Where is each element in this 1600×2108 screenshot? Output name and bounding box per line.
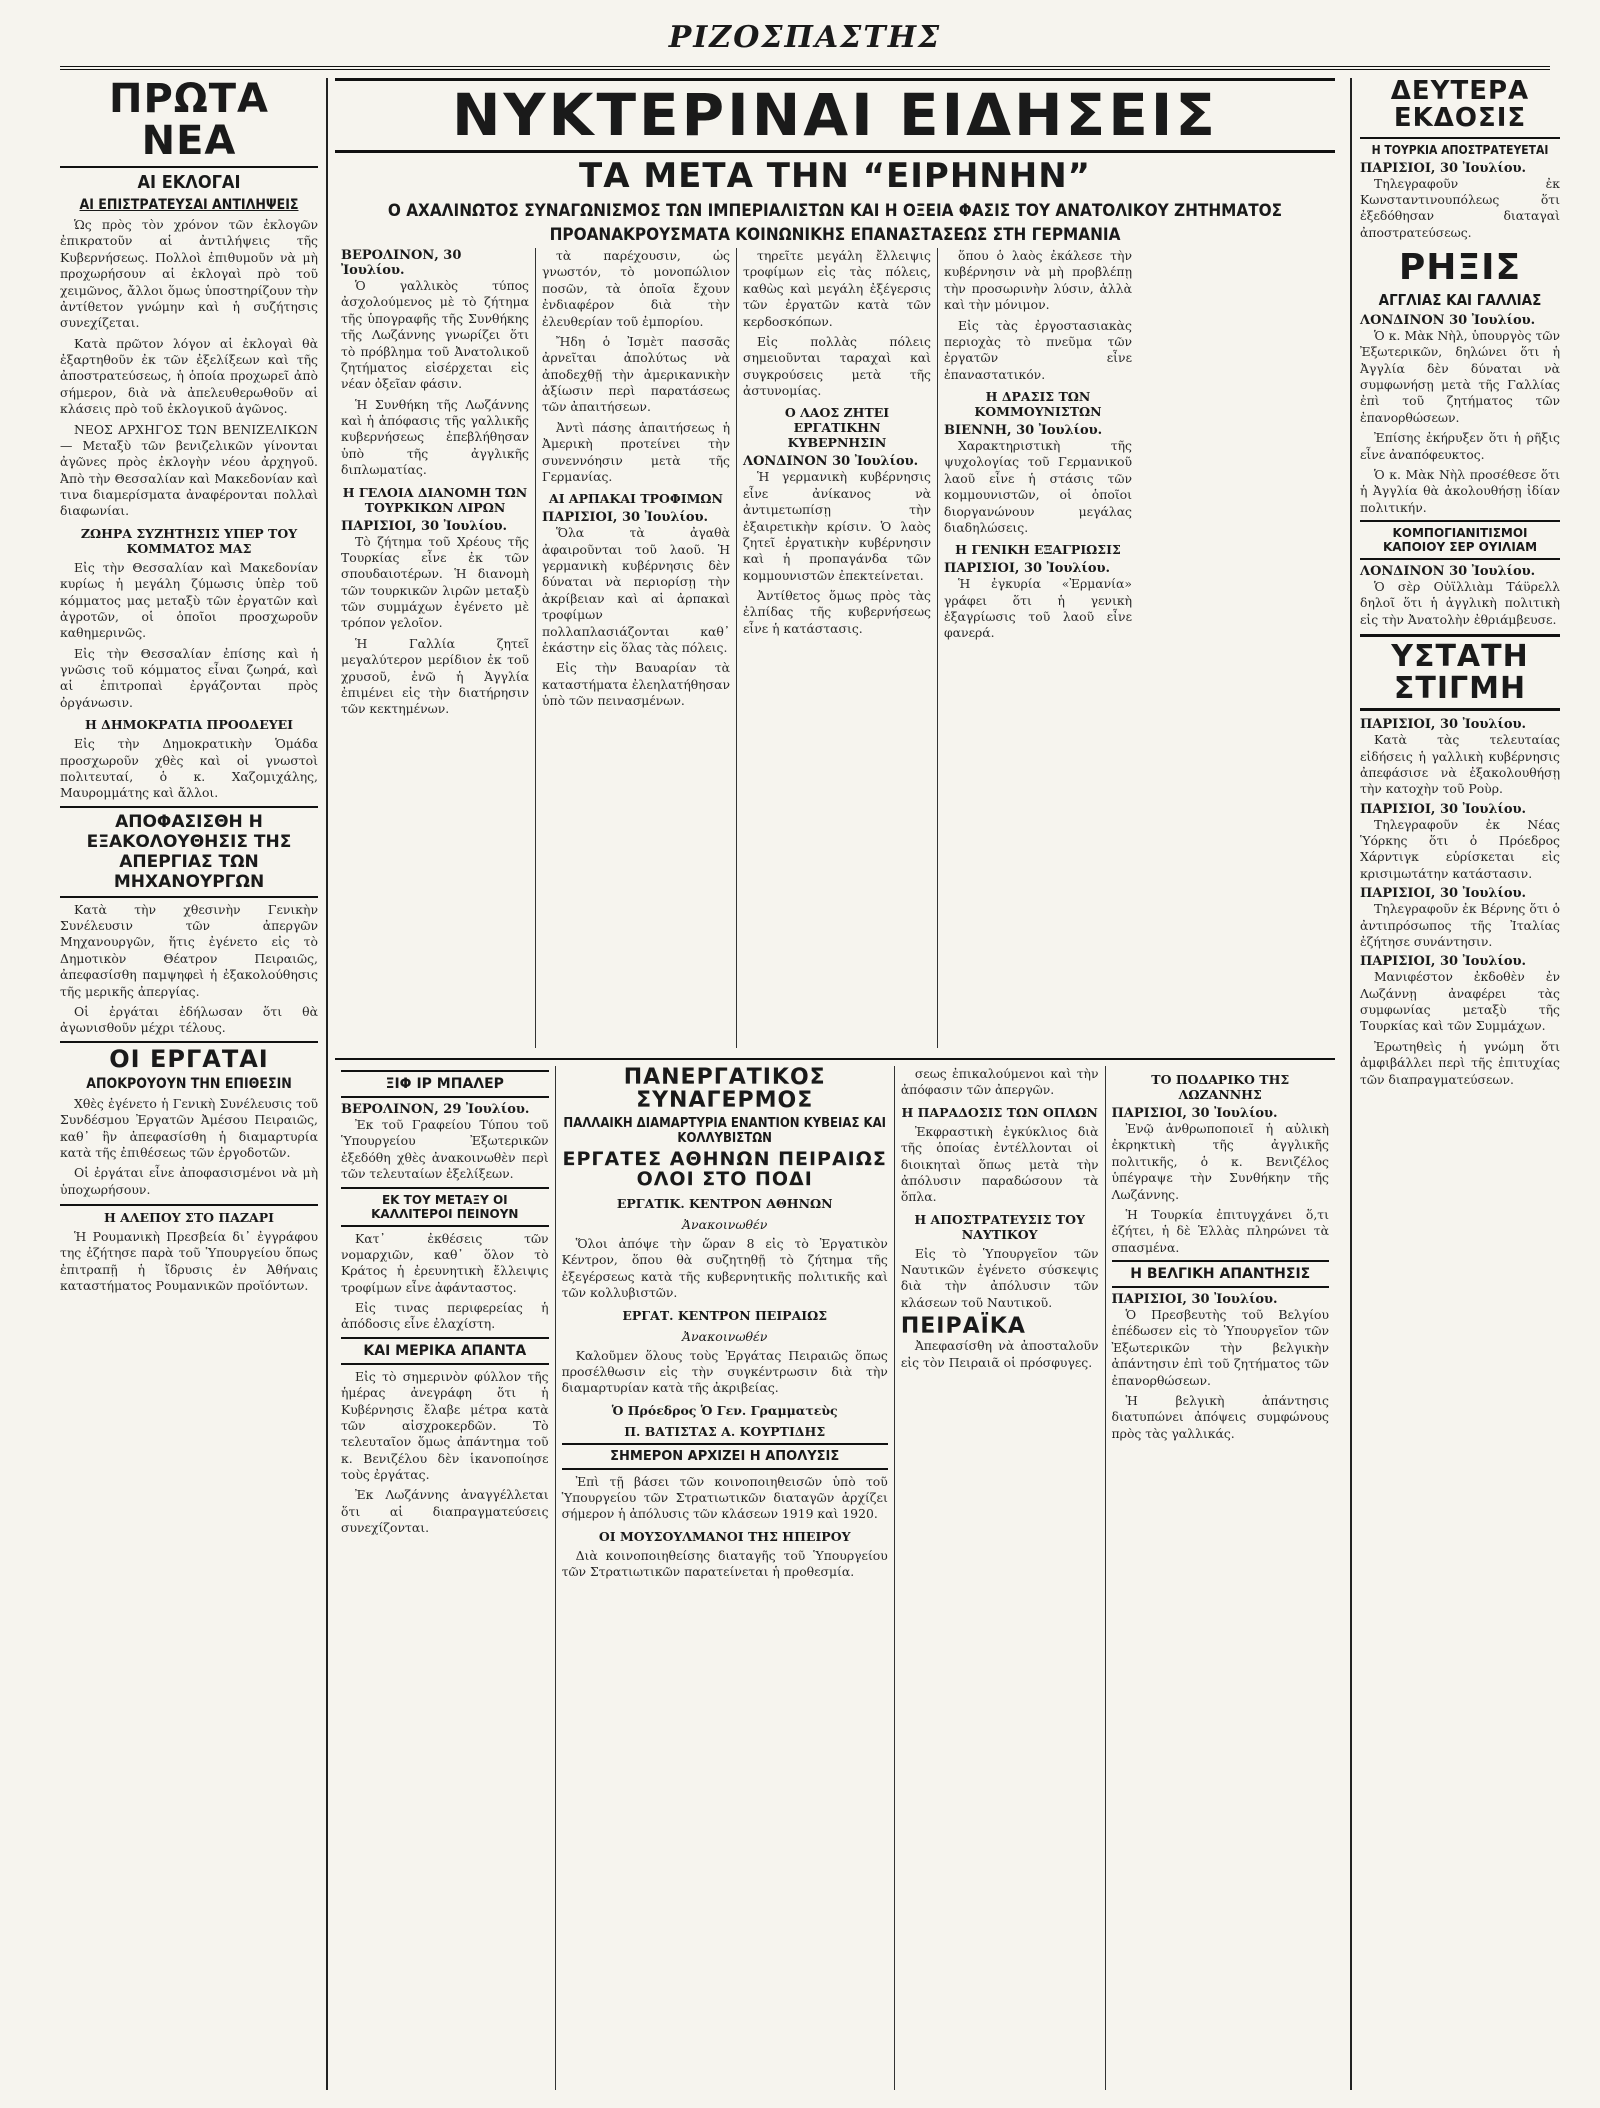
peiraika: ΠΕΙΡΑΪΚΑ (900, 1314, 1026, 1340)
center-col-2: τὰ παρέχουσιν, ὡς γνωστόν, τὸ μονοπώλιον ποσῶν, τὰ ὁποῖα ἔχουν ἐνδιαφέρον διὰ τὴν ἐλευθερίαν τοῦ ἐμπορίου. Ἤδη ὁ Ἰσμὲτ πασσᾶς ἀρνεῖται ἀπολύτως νὰ ἀποδεχθῇ τὴν ἀμερικανικὴν ἀξίωσιν περὶ παρατάσεως τῶν ἀπαιτήσεων. Ἀντὶ πάσης ἀπαιτήσεως ἡ Ἀμερικὴ προτείνει τὴν συνεννόησιν μετὰ τῆς Γερμανίας. ΑΙ ΑΡΠΑΚΑΙ ΤΡΟΦΙΜΩΝ ΠΑΡΙΣΙΟΙ, 30 Ἰουλίου. Ὅλα τὰ ἀγαθὰ ἀφαιροῦνται τοῦ λαοῦ. Ἡ γερμανικὴ κυβέρνησις δὲν δύναται νὰ περιορίσῃ τὴν ἀκρίβειαν καὶ αἱ ἀρπακαὶ τροφίμων πολλαπλασιάζονται καθ᾽ ἑκάστην εἰς ὅλας τὰς πόλεις. Εἰς τὴν Βαυαρίαν τὰ καταστήματα ἐλεηλατήθησαν ὑπὸ τῶν πεινασμένων. (536, 248, 737, 1048)
panerg-sub2: ΕΡΓΑΤΕΣ ΑΘΗΝΩΝ ΠΕΙΡΑΙΩΣ ΟΛΟΙ ΣΤΟ ΠΟΔΙ (562, 1148, 887, 1191)
apolyseis-heading: ΣΗΜΕΡΟΝ ΑΡΧΙΖΕΙ Η ΑΠΟΛΥΣΙΣ (562, 1443, 888, 1470)
rixis: ΡΗΞΙΣ (1398, 247, 1522, 289)
xif-dateline: ΒΕΡΟΛΙΝΟΝ, 29 Ἰουλίου. (341, 1102, 530, 1117)
center-deck: Ο ΑΧΑΛΙΝΩΤΟΣ ΣΥΝΑΓΩΝΙΣΜΟΣ ΤΩΝ ΙΜΠΕΡΙΑΛΙΣΤΩΝ ΚΑΙ Η ΟΞΕΙΑ ΦΑΣΙΣ ΤΟΥ ΑΝΑΤΟΛΙΚΟΥ ΖΗΤΗΜΑΤΟΣ (387, 200, 1283, 221)
newspaper-page (60, 20, 1560, 2090)
moussoulmanoi: ΟΙ ΜΟΥΣΟΥΛΜΑΝΟΙ ΤΗΣ ΗΠΕΙΡΟΥ (598, 1528, 851, 1544)
right-body-4: ΠΑΡΙΣΙΟΙ, 30 Ἰουλίου. Κατὰ τὰς τελευταίας εἰδήσεις ἡ γαλλικὴ κυβέρνησις ἀπεφάσισε νὰ ἐξακολουθήσῃ τὴν κατοχὴν τοῦ Ροὺρ. ΠΑΡΙΣΙΟΙ, 30 Ἰουλίου. Τηλεγραφοῦν ἐκ Νέας Ὑόρκης ὅτι ὁ Πρόεδρος Χάρντιγκ εὑρίσκεται εἰς κρισιμωτάτην κατάστασιν. ΠΑΡΙΣΙΟΙ, 30 Ἰουλίου. Τηλεγραφοῦν ἐκ Βέρνης ὅτι ὁ ἀντιπρόσωπος τῆς Ἰταλίας ἐζήτησε συνάντησιν. ΠΑΡΙΣΙΟΙ, 30 Ἰουλίου. Μανιφέστον ἐκδοθὲν ἐν Λωζάννῃ ἀναφέρει τὰς συμφωνίας μεταξὺ τῆς Τουρκίας καὶ τῶν Συμμάχων. Ἐρωτηθεὶς ἡ γνώμη ὅτι ἀμφιβάλλει περὶ τῆς ἐπιτυχίας τῶν διαπραγματεύσεων. (1360, 717, 1560, 1087)
paradoseis: Η ΠΑΡΑΔΟΣΙΣ ΤΩΝ ΟΠΛΩΝ (901, 1104, 1098, 1120)
left-body-5: Χθὲς ἐγένετο ἡ Γενικὴ Συνέλευσις τοῦ Συνδέσμου Ἐργατῶν Ἀμέσου Πειραιῶς, καθ᾽ ἣν ἀπεφασίσθη ἡ διαμαρτυρία κατὰ τῆς ἐπιθέσεως τῶν ἐργοδοτῶν. Οἱ ἐργάται εἶνε ἀποφασισμένοι νὰ μὴ ὑποχωρήσουν. (60, 1095, 318, 1197)
dateline-paris-5: ΠΑΡΙΣΙΟΙ, 30 Ἰουλίου. (1111, 1292, 1278, 1307)
panerg-heading: ΠΑΝΕΡΓΑΤΙΚΟΣ ΣΥΝΑΓΕΡΜΟΣ (623, 1066, 826, 1114)
left-section4: ΟΙ ΕΡΓΑΤΑΙ (60, 1041, 318, 1072)
center-lower-col-2: ΠΑΝΕΡΓΑΤΙΚΟΣ ΣΥΝΑΓΕΡΜΟΣ ΠΑΛΛΑΙΚΗ ΔΙΑΜΑΡΤΥΡΙΑ ΕΝΑΝΤΙΟΝ ΚΥΒΕΙΑΣ ΚΑΙ ΚΟΛΛΥΒΙΣΤΩΝ ΕΡΓΑΤΕΣ ΑΘΗΝΩΝ ΠΕΙΡΑΙΩΣ ΟΛΟΙ ΣΤΟ ΠΟΔΙ ΕΡΓΑΤΙΚ. ΚΕΝΤΡΟΝ ΑΘΗΝΩΝ Ἀνακοινωθέν Ὅλοι ἀπόψε τὴν ὥραν 8 εἰς τὸ Ἐργατικὸν Κέντρον, ὅπου θὰ συζητηθῇ τὸ ζήτημα τῆς ἐξεγέρσεως κατὰ τῆς κυβερνητικῆς πολιτικῆς καὶ τῶν κολλυβιστῶν. ΕΡΓΑΤ. ΚΕΝΤΡΟΝ ΠΕΙΡΑΙΩΣ Ἀνακοινωθέν Καλοῦμεν ὅλους τοὺς Ἐργάτας Πειραιῶς ὅπως προσέλθωσιν εἰς τὴν συγκέντρωσιν διὰ τὴν διαμαρτυρίαν κατὰ τῆς ἀκριβείας. Ὁ Πρόεδρος Ὁ Γεν. Γραμματεὺς Π. ΒΑΤΙΣΤΑΣ Α. ΚΟΥΡΤΙΔΗΣ ΣΗΜΕΡΟΝ ΑΡΧΙΖΕΙ Η ΑΠΟΛΥΣΙΣ Ἐπὶ τῇ βάσει τῶν κοινοποιηθεισῶν ὑπὸ τοῦ Ὑπουργείου τῶν Στρατιωτικῶν διαταγῶν ἀρχίζει σήμερον ἡ ἀπόλυσις τῶν κλάσεων 1919 καὶ 1920. ΟΙ ΜΟΥΣΟΥΛΜΑΝΟΙ ΤΗΣ ΗΠΕΙΡΟΥ Διὰ κοινοποιηθείσης διαταγῆς τοῦ Ὑπουργείου τῶν Στρατιωτικῶν παρατείνεται ἡ προθεσμία. (556, 1066, 895, 2090)
anakoin-piraeus: Ἀνακοινωθέν (682, 1328, 768, 1344)
left-section4-sub: ΑΠΟΚΡΟΥΟΥΝ ΤΗΝ ΕΠΙΘΕΣΙΝ (86, 1075, 292, 1092)
center-col-4: ὅπου ὁ λαὸς ἐκάλεσε τὴν κυβέρνησιν νὰ μὴ προβλέπῃ τὴν προσωρινὴν λύσιν, ἀλλὰ καὶ τὴν μόνιμον. Εἰς τὰς ἐργοστασιακὰς περιοχὰς τὸ πνεῦμα τῶν ἐργατῶν εἶνε ἐπαναστατικόν. Η ΔΡΑΣΙΣ ΤΩΝ ΚΟΜΜΟΥΝΙΣΤΩΝ ΒΙΕΝΝΗ, 30 Ἰουλίου. Χαρακτηριστικὴ τῆς ψυχολογίας τοῦ Γερμανικοῦ λαοῦ εἶνε ἡ στάσις τῶν κομμουνιστῶν, οἱ ὁποῖοι διοργανώνουν μεγάλας διαδηλώσεις. Η ΓΕΝΙΚΗ ΕΞΑΓΡΙΩΣΙΣ ΠΑΡΙΣΙΟΙ, 30 Ἰουλίου. Ἡ ἐγκυρία «Ἐρμανία» γράφει ὅτι ἡ γενικὴ ἐξαγρίωσις τοῦ λαοῦ εἶνε φανερά. (944, 248, 1132, 641)
dateline-london: ΛΟΝΔΙΝΟΝ 30 Ἰουλίου. (743, 454, 919, 470)
anakoin-athens: Ἀνακοινωθέν (682, 1217, 768, 1233)
apanta-heading: ΚΑΙ ΜΕΡΙΚΑ ΑΠΑΝΤΑ (341, 1337, 549, 1365)
signed: Ὁ Πρόεδρος Ὁ Γεν. Γραμματεὺς (611, 1402, 838, 1418)
right-dateline-paris-5: ΠΑΡΙΣΙΟΙ, 30 Ἰουλίου. (1360, 954, 1527, 970)
left-column (60, 78, 328, 2090)
center-col-1: ΒΕΡΟΛΙΝΟΝ, 30 Ἰουλίου. Ὁ γαλλικὸς τύπος ἀσχολούμενος μὲ τὸ ζήτημα τῆς ὑπογραφῆς τῆς Συνθήκης τῆς Λωζάννης γνωρίζει ὅτι τὸ πρόβλημα τοῦ Ἀνατολικοῦ ζητήματος εἰσέρχεται εἰς νέαν ὀξεῖαν φάσιν. Ἡ Συνθήκη τῆς Λωζάννης καὶ ἡ ἀπόφασις τῆς γαλλικῆς κυβερνήσεως ἐπεβλήθησαν ὑπὸ τῆς ἀγγλικῆς διπλωματίας. Η ΓΕΛΟΙΑ ΔΙΑΝΟΜΗ ΤΩΝ ΤΟΥΡΚΙΚΩΝ ΛΙΡΩΝ ΠΑΡΙΣΙΟΙ, 30 Ἰουλίου. Τὸ ζήτημα τοῦ Χρέους τῆς Τουρκίας εἶνε ἐκ τῶν σπουδαιοτέρων. Ἡ διανομὴ τῶν τουρκικῶν λιρῶν μεταξὺ τῶν συμμάχων ἐγένετο μὲ τρόπον γελοῖον. Ἡ Γαλλία ζητεῖ μεγαλύτερον μερίδιον ἐκ τοῦ χρυσοῦ, ἐνῶ ἡ Ἀγγλία ἐπιμένει εἰς τὴν διατήρησιν τῶν κεκτημένων. (335, 248, 536, 1048)
left-body-4: Κατὰ τὴν χθεσινὴν Γενικὴν Συνέλευσιν τῶν ἀπεργῶν Μηχανουργῶν, ἥτις ἐγένετο εἰς τὸ Δημοτικὸν Θέατρον Πειραιῶς, ἀπεφασίσθη παμψηφεὶ ἡ ἐξακολούθησις τῆς μερικῆς ἀπεργίας. Οἱ ἐργάται ἐδήλωσαν ὅτι θὰ ἀγωνισθοῦν μέχρι τέλους. (60, 901, 318, 1036)
center-upper-grid (335, 248, 1335, 1048)
left-section5: Η ΑΛΕΠΟΥ ΣΤΟ ΠΑΖΑΡΙ (60, 1204, 318, 1225)
xif-heading: ΞΙΦ ΙΡ ΜΠΑΛΕΡ (341, 1070, 549, 1098)
dateline-paris-1: ΠΑΡΙΣΙΟΙ, 30 Ἰουλίου. (341, 518, 508, 534)
right-column (1350, 78, 1560, 2090)
ystati: ΥΣΤΑΤΗ ΣΤΙΓΜΗ (1360, 634, 1560, 711)
kompog: ΚΟΜΠΟΓΙΑΝΙΤΙΣΜΟΙ ΚΑΠΟΙΟΥ ΣΕΡ ΟΥΙΛΙΑΜ (1360, 520, 1560, 560)
center-column (335, 78, 1335, 2090)
right-body-3: ΛΟΝΔΙΝΟΝ 30 Ἰουλίου. Ὁ σὲρ Οὐϊλλιὰμ Τάϋρελλ δηλοῖ ὅτι ἡ ἀγγλικὴ πολιτικὴ εἰς τὴν Ἀνατολὴν ἐθριάμβευσε. (1360, 564, 1560, 627)
left-body-2: Εἰς τὴν Θεσσαλίαν καὶ Μακεδονίαν κυρίως ἡ μεγάλη ζύμωσις ὑπὲρ τοῦ κόμματος μας μεταξὺ τῶν ἐργατῶν καὶ ἀγροτῶν, οἱ ὁποῖοι προσχωροῦν καθημερινῶς. Εἰς τὴν Θεσσαλίαν ἐπίσης καὶ ἡ γνῶσις τοῦ κόμματος εἶναι ζωηρά, καὶ αἱ ἐπιτροπαὶ ἐργάζονται πρὸς ὀργάνωσιν. (60, 559, 318, 710)
dateline-berlin: ΒΕΡΟΛΙΝΟΝ, 30 Ἰουλίου. (341, 248, 462, 278)
panerg-sub: ΠΑΛΛΑΙΚΗ ΔΙΑΜΑΡΤΥΡΙΑ ΕΝΑΝΤΙΟΝ ΚΥΒΕΙΑΣ ΚΑΙ ΚΟΛΛΥΒΙΣΤΩΝ (563, 1116, 886, 1147)
dateline-paris-2: ΠΑΡΙΣΙΟΙ, 30 Ἰουλίου. (542, 510, 709, 526)
left-body-1: Ὡς πρὸς τὸν χρόνον τῶν ἐκλογῶν ἐπικρατοῦν αἱ ἀντιλήψεις τῆς Κυβερνήσεως. Πολλοὶ ἐπιθυμοῦν νὰ μὴ προχωρήσουν αἱ ἐκλογαὶ πρὸ τοῦ χειμῶνος, ἄλλοι ὅμως ὑποστηρίζουν τὴν ἀντίθετον γνώμην καὶ ἡ συζήτησις συνεχίζεται. Κατὰ πρῶτον λόγον αἱ ἐκλογαὶ θὰ ἐξαρτηθοῦν ἐκ τῶν ἐξελίξεων καὶ τῆς ἀποστρατεύσεως, ἡ ὁποία προχωρεῖ ἀπὸ σήμερον, διὰ νὰ ἀπελευθερωθοῦν αἱ κλάσεις πρὸ τοῦ ἐκλογικοῦ ἀγῶνος. ΝΕΟΣ ΑΡΧΗΓΟΣ ΤΩΝ ΒΕΝΙΖΕΛΙΚΩΝ — Μεταξὺ τῶν βενιζελικῶν γίνονται ἀγῶνες πρὸς ἐκλογὴν νέου ἀρχηγοῦ. Ἀπὸ τὴν Θεσσαλίαν καὶ Μακεδονίαν καὶ τινα διαμερίσματα ἀναφέρονται πολλαὶ διαφωνίαι. (60, 217, 318, 519)
sub-communists: Η ΔΡΑΣΙΣ ΤΩΝ ΚΟΜΜΟΥΝΙΣΤΩΝ (974, 389, 1102, 419)
right-dateline-london-2: ΛΟΝΔΙΝΟΝ 30 Ἰουλίου. (1360, 564, 1536, 580)
sub-agitation: Η ΓΕΝΙΚΗ ΕΞΑΓΡΙΩΣΙΣ (955, 542, 1121, 558)
left-title: ΠΡΩΤΑ ΝΕΑ (60, 78, 318, 168)
ek-athens: ΕΡΓΑΤΙΚ. ΚΕΝΤΡΟΝ ΑΘΗΝΩΝ (616, 1196, 833, 1212)
left-section3: ΑΠΟΦΑΣΙΣΘΗ Η ΕΞΑΚΟΛΟΥΘΗΣΙΣ ΤΗΣ ΑΠΕΡΓΙΑΣ ΤΩΝ ΜΗΧΑΝΟΥΡΓΩΝ (60, 806, 318, 898)
left-sub2: ΑΙ ΕΠΙΣΤΡΑΤΕΥΣΑΙ ΑΝΤΙΛΗΨΕΙΣ (79, 197, 299, 213)
center-headline: ΤΑ ΜΕΤΑ ΤΗΝ “ΕΙΡΗΝΗΝ” (579, 155, 1091, 196)
sub-food: ΑΙ ΑΡΠΑΚΑΙ ΤΡΟΦΙΜΩΝ (549, 491, 723, 507)
center-header (335, 78, 1335, 245)
right-sub: Η ΤΟΥΡΚΙΑ ΑΠΟΣΤΡΑΤΕΥΕΤΑΙ (1371, 142, 1549, 157)
metaxy-heading: ΕΚ ΤΟΥ ΜΕΤΑΞΥ ΟΙ ΚΑΛΛΙΤΕΡΟΙ ΠΕΙΝΟΥΝ (341, 1187, 549, 1227)
podariko: ΤΟ ΠΟΔΑΡΙΚΟ ΤΗΣ ΛΩΖΑΝΝΗΣ (1151, 1072, 1290, 1102)
columns (60, 78, 1560, 2090)
right-body-1: ΠΑΡΙΣΙΟΙ, 30 Ἰουλίου. Τηλεγραφοῦν ἐκ Κωνσταντινουπόλεως ὅτι ἐξεδόθησαν διαταγαὶ ἀποστρατεύσεως. (1360, 160, 1560, 240)
right-dateline-paris-2: ΠΑΡΙΣΙΟΙ, 30 Ἰουλίου. (1360, 717, 1527, 733)
left-sub1: ΑΙ ΕΚΛΟΓΑΙ (137, 172, 241, 193)
left-body-3: Εἰς τὴν Δημοκρατικὴν Ὁμάδα προσχωροῦν χθὲς καὶ οἱ γνωστοὶ πολιτευταί, ὁ κ. Χαζομιχάλης, Μαυρομμάτης καὶ ἄλλοι. (60, 736, 318, 801)
center-lower-grid (335, 1058, 1335, 2090)
right-dateline-paris-4: ΠΑΡΙΣΙΟΙ, 30 Ἰουλίου. (1360, 886, 1527, 902)
signed2: Π. ΒΑΤΙΣΤΑΣ Α. ΚΟΥΡΤΙΔΗΣ (624, 1423, 826, 1439)
dateline-paris-3: ΠΑΡΙΣΙΟΙ, 30 Ἰουλίου. (944, 561, 1111, 577)
center-lower-col-3: σεως ἐπικαλούμενοι καὶ τὴν ἀπόφασιν τῶν ἀπεργῶν. Η ΠΑΡΑΔΟΣΙΣ ΤΩΝ ΟΠΛΩΝ Ἐκφραστικὴ ἐγκύκλιος διὰ τῆς ὁποίας ἐντέλλονται οἱ διοικηταὶ ὅπως μετὰ τὴν ἀπόλυσιν παραδώσουν τὰ ὅπλα. Η ΑΠΟΣΤΡΑΤΕΥΣΙΣ ΤΟΥ ΝΑΥΤΙΚΟΥ Εἰς τὸ Ὑπουργεῖον τῶν Ναυτικῶν ἐγένετο σύσκεψις διὰ τὴν ἀπόλυσιν τῶν κλάσεων τοῦ Ναυτικοῦ. ΠΕΙΡΑΪΚΑ Ἀπεφασίσθη νὰ ἀποσταλοῦν εἰς τὸν Πειραιᾶ οἱ πρόσφυγες. (895, 1066, 1106, 2090)
left-section2: Η ΔΗΜΟΚΡΑΤΙΑ ΠΡΟΟΔΕΥΕΙ (84, 717, 294, 733)
right-title: ΔΕΥΤΕΡΑ ΕΚΔΟΣΙΣ (1360, 78, 1560, 139)
right-dateline-paris-3: ΠΑΡΙΣΙΟΙ, 30 Ἰουλίου. (1360, 801, 1527, 817)
center-deck2: ΠΡΟΑΝΑΚΡΟΥΣΜΑΤΑ ΚΟΙΝΩΝΙΚΗΣ ΕΠΑΝΑΣΤΑΣΕΩΣ ΣΤΗ ΓΕΡΜΑΝΙΑ (549, 224, 1121, 245)
sub-people: Ο ΛΑΟΣ ΖΗΤΕΙ ΕΡΓΑΤΙΚΗΝ ΚΥΒΕΡΝΗΣΙΝ (784, 405, 890, 451)
dateline-paris-4: ΠΑΡΙΣΙΟΙ, 30 Ἰουλίου. (1111, 1106, 1278, 1121)
masthead: ΡΙΖΟΣΠΑΣΤΗΣ (60, 20, 1550, 70)
right-dateline-paris-1: ΠΑΡΙΣΙΟΙ, 30 Ἰουλίου. (1360, 160, 1527, 176)
right-body-2: ΛΟΝΔΙΝΟΝ 30 Ἰουλίου. Ὁ κ. Μὰκ Νὴλ, ὑπουργὸς τῶν Ἐξωτερικῶν, δηλώνει ὅτι ἡ Ἀγγλία δὲν δύναται νὰ συμφωνήσῃ μετὰ τῆς Γαλλίας ἐπὶ τοῦ ζητήματος τῶν ἐπανορθώσεων. Ἐπίσης ἐκήρυξεν ὅτι ἡ ρῆξις εἶνε ἀναπόφευκτος. Ὁ κ. Μὰκ Νὴλ προσέθεσε ὅτι ἡ Ἀγγλία θὰ ἀκολουθήσῃ ἰδίαν πολιτικήν. (1360, 312, 1560, 515)
right-dateline-london-1: ΛΟΝΔΙΝΟΝ 30 Ἰουλίου. (1360, 312, 1536, 328)
center-col-3: τηρεῖτε μεγάλη ἔλλειψις τροφίμων εἰς τὰς πόλεις, καθὼς καὶ μεγάλη ἐξέγερσις τῶν ἐργατῶν κατὰ τῶν κερδοσκόπων. Εἰς πολλὰς πόλεις σημειοῦνται ταραχαὶ καὶ συγκρούσεις μετὰ τῆς ἀστυνομίας. Ο ΛΑΟΣ ΖΗΤΕΙ ΕΡΓΑΤΙΚΗΝ ΚΥΒΕΡΝΗΣΙΝ ΛΟΝΔΙΝΟΝ 30 Ἰουλίου. Ἡ γερμανικὴ κυβέρνησις εἶνε ἀνίκανος νὰ ἀντιμετωπίσῃ τὴν ἐξαιρετικὴν κρίσιν. Ὁ λαὸς ζητεῖ ἐργατικὴν κυβέρνησιν καὶ ἡ προπαγάνδα τῶν κομμουνιστῶν ἐπεκτείνεται. Ἀντίθετος ὅμως πρὸς τὰς ἐλπίδας τῆς κυβερνήσεως εἶνε ἡ κατάστασις. (737, 248, 938, 1048)
ek-piraeus: ΕΡΓΑΤ. ΚΕΝΤΡΟΝ ΠΕΙΡΑΙΩΣ (622, 1307, 828, 1323)
center-lower-col-4: ΤΟ ΠΟΔΑΡΙΚΟ ΤΗΣ ΛΩΖΑΝΝΗΣ ΠΑΡΙΣΙΟΙ, 30 Ἰουλίου. Ἐνῷ ἀνθρωποποιεῖ ἡ αὐλικὴ ἐκρηκτικὴ τῆς ἀγγλικῆς πολιτικῆς, ὁ κ. Βενιζέλος ὑπέγραψε τὴν Συνθήκην τῆς Λωζάννης. Ἡ Τουρκία ἐπιτυγχάνει ὅ,τι ἐζήτει, ἡ δὲ Ἑλλὰς πληρώνει τὰ σπασμένα. Η ΒΕΛΓΙΚΗ ΑΠΑΝΤΗΣΙΣ ΠΑΡΙΣΙΟΙ, 30 Ἰουλίου. Ὁ Πρεσβευτὴς τοῦ Βελγίου ἐπέδωσεν εἰς τὸ Ὑπουργεῖον τῶν Ἐξωτερικῶν τὴν βελγικὴν ἀπάντησιν ἐπὶ τοῦ ζητήματος τῶν ἐπανορθώσεων. Ἡ βελγικὴ ἀπάντησις διατυπώνει ἀπόψεις συμφώνους πρὸς τὰς γαλλικάς. (1111, 1072, 1329, 1441)
center-banner: ΝΥΚΤΕΡΙΝΑΙ ΕΙΔΗΣΕΙΣ (335, 78, 1335, 153)
center-lower-col-1: ΞΙΦ ΙΡ ΜΠΑΛΕΡ ΒΕΡΟΛΙΝΟΝ, 29 Ἰουλίου. Ἐκ τοῦ Γραφείου Τύπου τοῦ Ὑπουργείου Ἐξωτερικῶν ἐξεδόθη χθὲς ἀνακοινωθὲν περὶ τῶν τελευταίων ἐξελίξεων. ΕΚ ΤΟΥ ΜΕΤΑΞΥ ΟΙ ΚΑΛΛΙΤΕΡΟΙ ΠΕΙΝΟΥΝ Κατ᾽ ἐκθέσεις τῶν νομαρχιῶν, καθ᾽ ὅλον τὸ Κράτος ἡ ἐρευνητικὴ ἔλλειψις τροφίμων εἶνε ἀφάνταστος. Εἰς τινας περιφερείας ἡ ἀπόδοσις εἶνε ἐλαχίστη. ΚΑΙ ΜΕΡΙΚΑ ΑΠΑΝΤΑ Εἰς τὸ σημερινὸν φύλλον τῆς ἡμέρας ἀνεγράφη ὅτι ἡ Κυβέρνησις ἔλαβε μέτρα κατὰ τῶν αἰσχροκερδῶν. Τὸ τελευταῖον ὅμως ἀπάντημα τοῦ κ. Βενιζέλου δὲν ἱκανοποίησε τοὺς ἐργάτας. Ἐκ Λωζάννης ἀναγγέλλεται ὅτι αἱ διαπραγματεύσεις συνεχίζονται. (335, 1066, 556, 2090)
dateline-vienna: ΒΙΕΝΝΗ, 30 Ἰουλίου. (944, 423, 1103, 438)
sub-loans: Η ΓΕΛΟΙΑ ΔΙΑΝΟΜΗ ΤΩΝ ΤΟΥΡΚΙΚΩΝ ΛΙΡΩΝ (342, 484, 528, 515)
rixis-sub: ΑΓΓΛΙΑΣ ΚΑΙ ΓΑΛΛΙΑΣ (1378, 290, 1542, 309)
apostrateusis: Η ΑΠΟΣΤΡΑΤΕΥΣΙΣ ΤΟΥ ΝΑΥΤΙΚΟΥ (914, 1211, 1085, 1242)
left-section1: ΖΩΗΡΑ ΣΥΖΗΤΗΣΙΣ ΥΠΕΡ ΤΟΥ ΚΟΜΜΑΤΟΣ ΜΑΣ (80, 525, 298, 556)
left-body-6: Ἡ Ρουμανικὴ Πρεσβεία δι᾽ ἐγγράφου της ἐζήτησε παρὰ τοῦ Ὑπουργείου ὅπως ἐπιτραπῇ ἡ ἴδρυσις ἐν Ἀθήναις καταστήματος Ρουμανικῶν προϊόντων. (60, 1229, 318, 1294)
belgian-heading: Η ΒΕΛΓΙΚΗ ΑΠΑΝΤΗΣΙΣ (1112, 1260, 1329, 1288)
